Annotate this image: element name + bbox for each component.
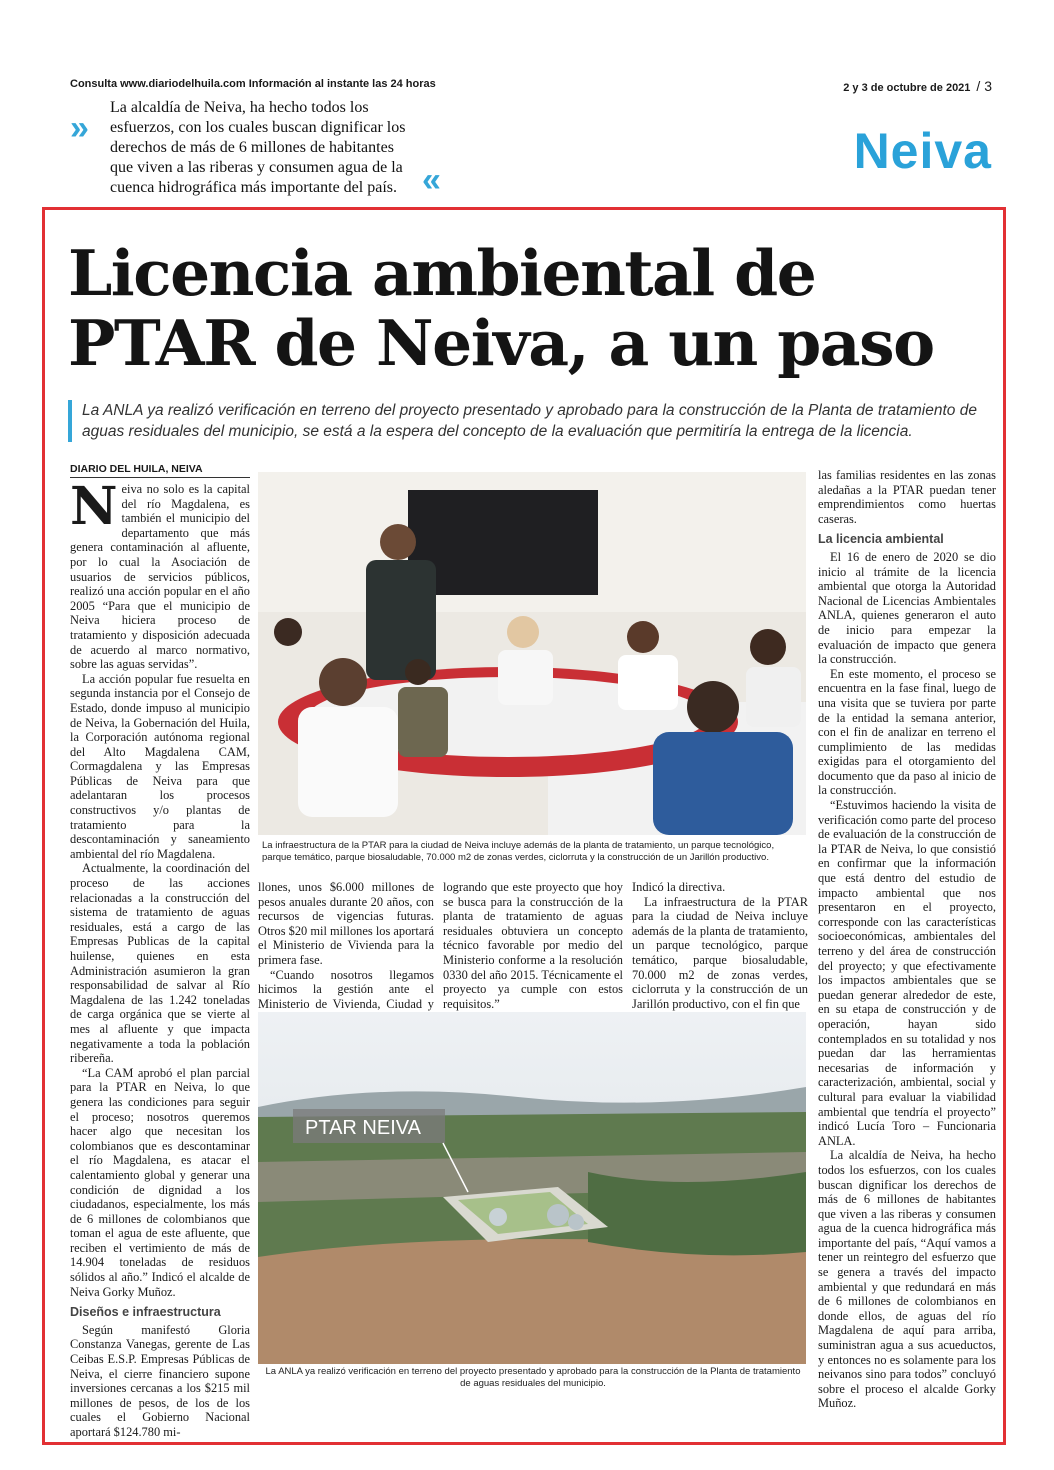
page-number: / 3 xyxy=(976,78,992,94)
paragraph: Actualmente, la coordinación del proceso de las acciones relacionadas a la construcción del sistema de tratamiento de aguas residuales, está a cargo de las Empresas Publicas de la capital huilense, quienes en esta Administración asumieron la gran responsabilidad de salvar al Río Magdalena de las 1.242 toneladas de carga orgánica que se vierte al mes al afluente y que impacta negativamente a toda la población ribereña. xyxy=(70,861,250,1066)
subheading: Diseños e infraestructura xyxy=(70,1305,221,1320)
column-5 xyxy=(818,468,996,1411)
paragraph: “Cuando nosotros llegamos hicimos la gestión ante el Ministerio de Vivienda, Ciudad y xyxy=(258,967,434,1011)
paragraph: La infraestructura de la PTAR para la ciudad de Neiva incluye además de la planta de tratamiento, un parque tecnológico, parque temático, parque biosaludable, 70.000 m2 de zonas verdes, ciclorruta y la construcción de un Jarillón productivo, con el fin que xyxy=(632,894,808,1011)
paragraph: La acción popular fue resuelta en segunda instancia por el Consejo de Estado, donde impuso al municipio de Neiva, la Gobernación del Huila, la Corporación autónoma regional del Alto Magdalena CAM, Cormagdalena y las Empresas Públicas de Neiva para que adelantaran los procesos constructivos y/o plantas de tratamiento para la descontaminación y saneamiento ambiental del río Magdalena. xyxy=(70,671,250,861)
section-title: Neiva xyxy=(853,123,992,179)
aerial-render-photo xyxy=(258,1012,806,1364)
paragraph: logrando que este proyecto que hoy se busca para la construcción de la planta de tratamiento de aguas residuales obtuviera un concepto técnico favorable por medio del Ministerio conforme a la resolución 0330 del año 2015. Técnicamente el proyecto ya cumple con estos requisitos.” xyxy=(443,880,623,1011)
drop-cap: N xyxy=(70,476,118,537)
paragraph: Según manifestó Gloria Constanza Vanegas, gerente de Las Ceibas E.S.P. Empresas Públicas de Neiva, el cierre financiero supone inversiones cercanas a los $215 mil millones de pesos, de los de los cuales el Gobierno Nacional aportará $124.780 mi- xyxy=(70,1322,250,1439)
promo-quote: La alcaldía de Neiva, ha hecho todos los esfuerzos, con los cuales buscan dignificar los derechos de más de 6 millones de habitantes que viven a las riberas y consumen agua de la cuenca hidrográfica más importante del país. xyxy=(110,99,406,196)
paragraph: Indicó la directiva. xyxy=(632,880,726,894)
photo-caption: La ANLA ya realizó verificación en terreno del proyecto presentado y aprobado para la construcción de la Planta de tratamiento de aguas residuales del municipio. xyxy=(265,1366,801,1389)
column-3 xyxy=(443,880,623,1011)
paragraph: El 16 de enero de 2020 se dio inicio al trámite de la licencia ambiental que otorga la Autoridad Nacional de Licencias Ambientales ANLA, quienes generaron el auto de inicio para empezar la evaluación de impacto que genera la construcción. xyxy=(818,549,996,667)
edition-date: 2 y 3 de octubre de 2021 / 3 xyxy=(843,78,992,94)
paragraph: La alcaldía de Neiva, ha hecho todos los esfuerzos, con los cuales buscan dignificar los derechos de más de 6 millones de habitantes que viven a las riberas y consumen agua de la cuenca hidrográfica más importante del país, “Aquí vamos a tener un reintegro del esfuerzo que se genera a través del impacto ambiental y que redundará en más de 6 millones de colombianos en donde ellos, de aguas del río Magdalena de aquí para arriba, suministran agua a sus acueductos, y entonces no es solamente para los neivanos sino para todos” concluyó sobre el proceso el alcalde Gorky Muñoz. xyxy=(818,1148,996,1411)
article-lead: La ANLA ya realizó verificación en terreno del proyecto presentado y aprobado para la construcción de la Planta de tratamiento de aguas residuales del municipio, se está a la espera del concepto de la evaluación que permitiría la entrega de la licencia. xyxy=(68,400,982,442)
meeting-photo xyxy=(258,472,806,835)
paragraph: llones, unos $6.000 millones de pesos anuales durante 20 años, con recursos de vigencias futuras. Otros $20 mil millones los aportará el Ministerio de Vivienda para la primera fase. xyxy=(258,880,434,967)
site-link-line: Consulta www.diariodelhuila.com Información al instante las 24 horas xyxy=(70,78,436,90)
paragraph: “La CAM aprobó el plan parcial para la PTAR en Neiva, lo que genera las condiciones para seguir el proceso; nosotros queremos hacer algo que necesitan los colombianos que es descontaminar el río Magdalena, es atacar el calentamiento global y generar una condición de dignidad a los ciudadanos, especialmente, los más de 6 millones de colombianos que toman el agua de este afluente, que reciben el vertimiento de más de 14.904 toneladas de residuos sólidos al año.” Indicó el alcalde de Neiva Gorky Muñoz. xyxy=(70,1065,250,1299)
chevrons-left-icon: « xyxy=(422,161,431,199)
subheading: La licencia ambiental xyxy=(818,532,944,547)
site-url[interactable]: www.diariodelhuila.com xyxy=(120,78,246,90)
article-headline: Licencia ambiental de PTAR de Neiva, a un paso xyxy=(68,236,934,380)
paragraph: las familias residentes en las zonas aledañas a la PTAR puedan tener emprendimientos como huertas caseras. xyxy=(818,468,996,526)
column-4 xyxy=(632,880,808,1011)
column-2 xyxy=(258,880,434,1026)
paragraph: En este momento, el proceso se encuentra en la fase final, luego de una visita que se tuviera por parte de la entidad la semana anterior, con el fin de analizar en terreno el cumplimiento de las medidas exigidas para el otorgamiento del documento que da paso al inicio de la construcción. xyxy=(818,666,996,798)
paragraph: Neiva no solo es la capital del río Magdalena, es también el municipio del departamento que más genera contaminación al afluente, por lo cual la Asociación de usuarios de servicios públicos, realizó una acción popular en el año 2005 “Para que el municipio de Neiva hiciera proceso de tratamiento y disposición adecuada de acuerdo al marco normativo, sobre las aguas servidas”. xyxy=(70,476,250,672)
paragraph: “Estuvimos haciendo la visita de verificación como parte del proceso de evaluación de la construcción de la PTAR de Neiva, lo que consistió en confirmar que la información que está dentro del estudio de impacto ambiental que nos presentaron en el proyecto, corresponde con las características socioeconómicas, ambientales del terreno y del área de construcción del proyecto; y que efectivamente los impactos ambientales que se puedan generar alrededor de este, en su etapa de construcción y de operación, hayan sido contemplados en su totalidad y nos puedan dar las herramientas necesarias de información y caracterización, ambiental, social y cultural para evaluar la viabilidad ambiental que tendría el proyecto” indicó Lucía Toro – Funcionaria ANLA. xyxy=(818,798,996,1148)
render-label: PTAR NEIVA xyxy=(305,1117,421,1139)
photo-caption: La infraestructura de la PTAR para la ciudad de Neiva incluye además de la planta de tratamiento, un parque tecnológico, parque temático, parque biosaludable, 70.000 m2 de zonas verdes, ciclorruta y la construcción de un Jarillón productivo. xyxy=(262,840,775,863)
column-1 xyxy=(70,476,250,1440)
chevrons-right-icon: » xyxy=(70,109,79,147)
byline: DIARIO DEL HUILA, NEIVA xyxy=(70,463,250,478)
